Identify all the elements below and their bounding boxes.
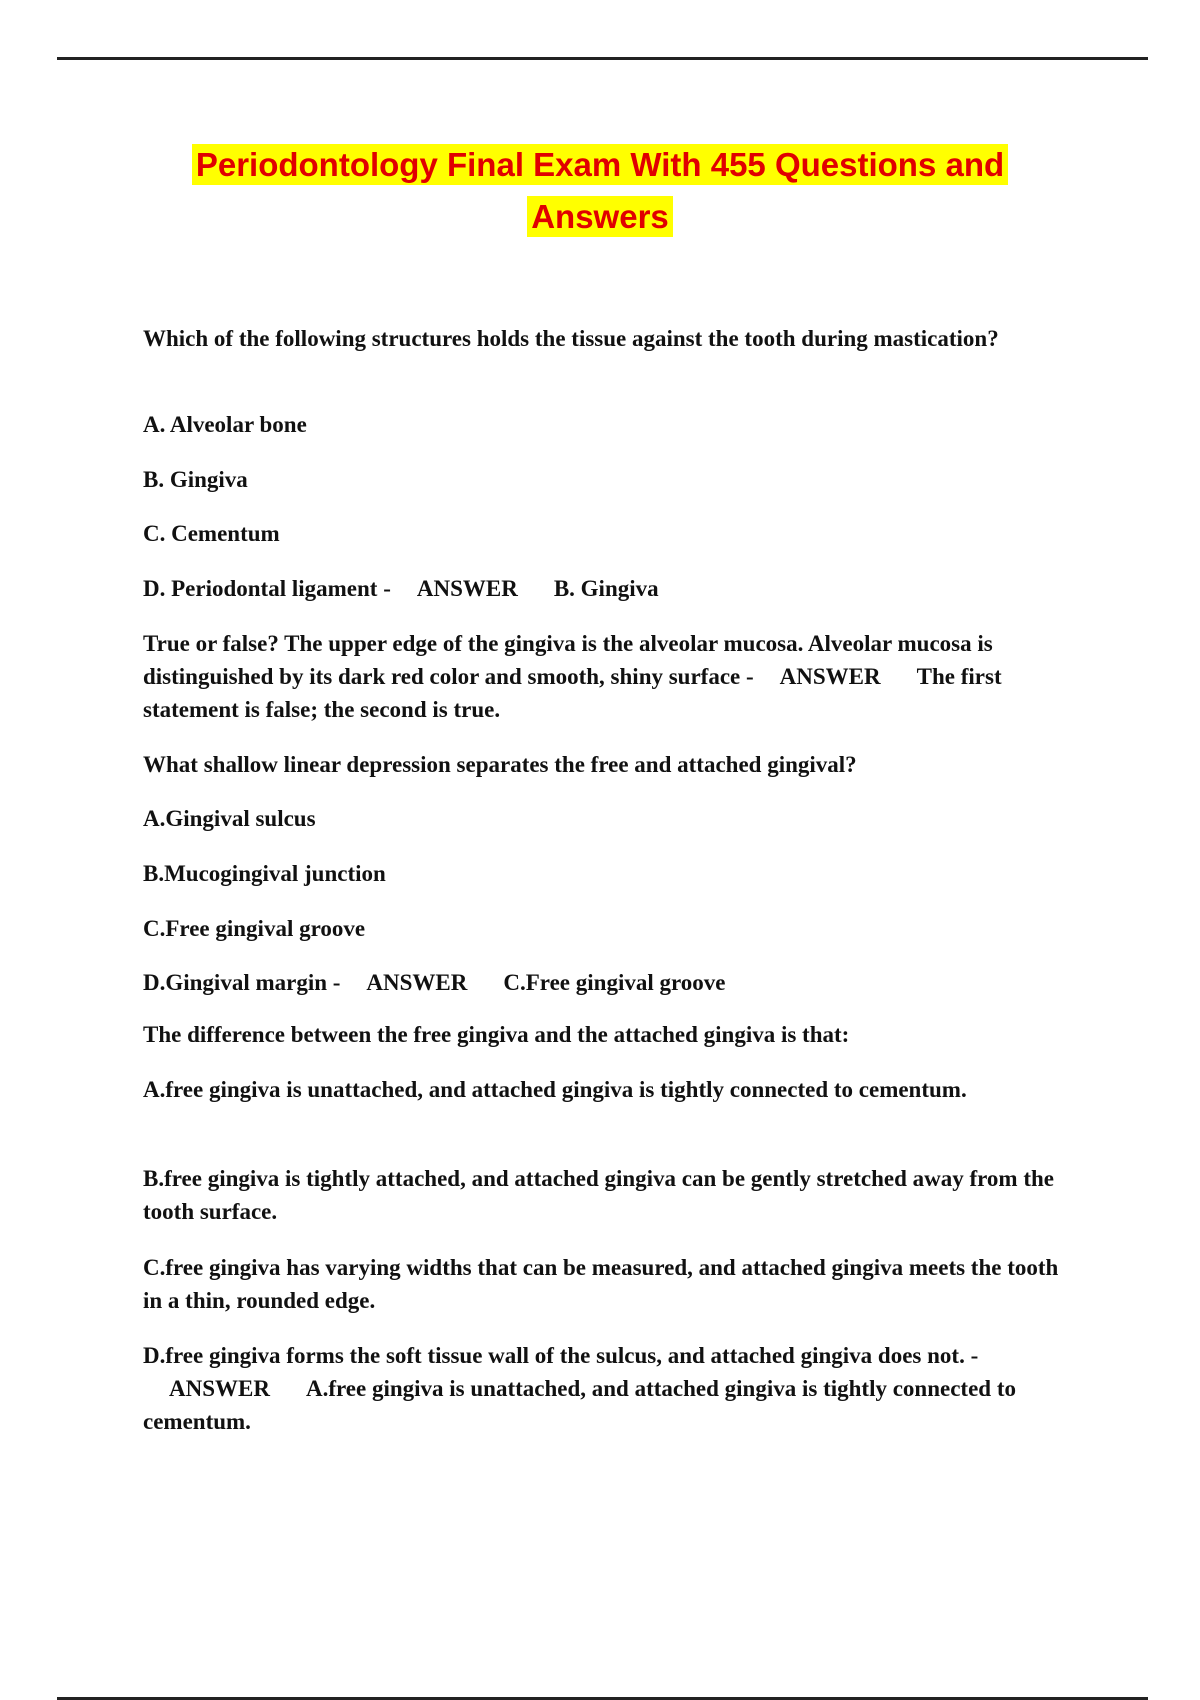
document-title-line2 (0, 198, 1200, 236)
answer-label: ANSWER (416, 576, 518, 601)
paragraph-text: C.Free gingival groove (143, 916, 366, 941)
question-answer-paragraph (143, 627, 1073, 726)
document-title-line1 (0, 146, 1200, 184)
answer-text: The first statement is false; the second is true. (143, 664, 1002, 722)
paragraph-text: True or false? The upper edge of the gingiva is the alveolar mucosa. Alveolar mucosa is distinguished by its dark red color and smooth, shiny surface - (143, 631, 993, 689)
question-paragraph (143, 1018, 1073, 1051)
answer-label: ANSWER (366, 970, 468, 995)
question-paragraph (143, 322, 1073, 355)
question-paragraph (143, 857, 1073, 890)
paragraph-text: D.free gingiva forms the soft tissue wall of the sulcus, and attached gingiva does not. - (143, 1343, 979, 1368)
paragraph-text: D.Gingival margin - (143, 970, 341, 995)
question-paragraph (143, 748, 1073, 781)
question-paragraph (143, 1162, 1073, 1228)
paragraph-text: C. Cementum (143, 521, 280, 546)
top-rule (57, 57, 1148, 60)
question-paragraph (143, 1073, 1073, 1106)
question-answer-paragraph (143, 966, 1073, 999)
answer-text: B. Gingiva (553, 576, 659, 601)
paragraph-text: A.free gingiva is unattached, and attached gingiva is tightly connected to cementum. (143, 1077, 967, 1102)
answer-label: ANSWER (779, 664, 881, 689)
paragraph-text: B.Mucogingival junction (143, 861, 386, 886)
answer-label: ANSWER (169, 1376, 270, 1401)
paragraph-text: A.Gingival sulcus (143, 806, 316, 831)
paragraph-text: What shallow linear depression separates the free and attached gingival? (143, 752, 857, 777)
question-paragraph (143, 517, 1073, 550)
question-answer-paragraph (143, 572, 1073, 605)
question-paragraph (143, 912, 1073, 945)
paragraph-text: B. Gingiva (143, 467, 248, 492)
question-paragraph (143, 463, 1073, 496)
paragraph-text: The difference between the free gingiva and the attached gingiva is that: (143, 1022, 850, 1047)
paragraph-text: D. Periodontal ligament - (143, 576, 391, 601)
paragraph-text: C.free gingiva has varying widths that can be measured, and attached gingiva meets the tooth in a thin, rounded edge. (143, 1255, 1059, 1313)
question-paragraph (143, 408, 1073, 441)
paragraph-text: B.free gingiva is tightly attached, and attached gingiva can be gently stretched away from the tooth surface. (143, 1166, 1055, 1224)
title-text: Answers (527, 196, 673, 237)
answer-text: A.free gingiva is unattached, and attached gingiva is tightly connected to cementum. (143, 1376, 1016, 1434)
question-paragraph (143, 802, 1073, 835)
answer-text: C.Free gingival groove (503, 970, 726, 995)
title-text: Periodontology Final Exam With 455 Questions and (192, 144, 1008, 185)
paragraph-text: A. Alveolar bone (143, 412, 307, 437)
paragraph-text: Which of the following structures holds the tissue against the tooth during mastication? (143, 326, 999, 351)
question-paragraph (143, 1251, 1073, 1317)
question-answer-paragraph (143, 1339, 1073, 1438)
